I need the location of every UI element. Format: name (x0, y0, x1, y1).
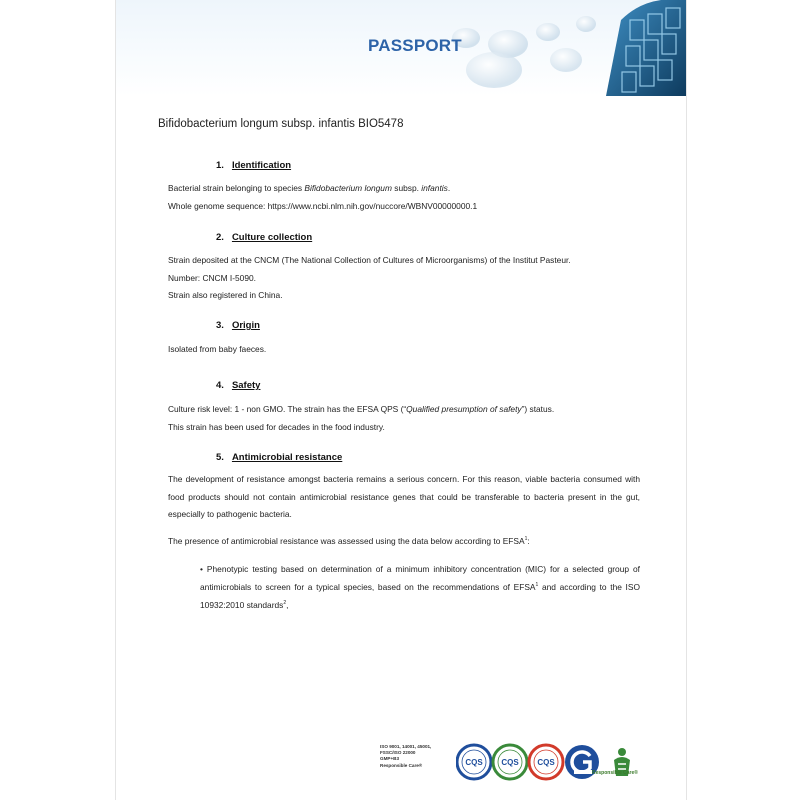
section-number: 3. (216, 320, 224, 331)
cqs-logo-text: CQS (501, 758, 519, 767)
section-heading-culture-collection (216, 232, 312, 243)
section-number: 4. (216, 380, 224, 391)
lab-glassware-image (446, 0, 686, 96)
section-number: 1. (216, 160, 224, 171)
origin-text (168, 341, 640, 359)
iso-standard-text: and according to the ISO 10932:2010 standards (200, 582, 640, 610)
identification-text (168, 180, 640, 215)
cert-line: GMP+B3 (380, 756, 400, 762)
section-title: Antimicrobial resistance (231, 452, 343, 463)
cert-line: FSSC/ISO 22000 (380, 750, 416, 756)
colon: : (527, 536, 530, 546)
identification-line1-text: Bacterial strain belonging to species (168, 183, 305, 193)
species-name: Bifidobacterium longum (304, 183, 392, 193)
section-heading-origin (216, 320, 260, 331)
cqs-logo-text: CQS (465, 758, 483, 767)
footnote-ref: 2 (283, 600, 287, 607)
mic-testing-bullet (200, 560, 640, 614)
section-title: Origin (231, 320, 260, 331)
section-number: 2. (216, 232, 224, 243)
food-industry-line: This strain has been used for decades in the food industry. (168, 421, 385, 432)
section-title: Identification (231, 160, 292, 171)
document-page (116, 0, 686, 800)
cert-line: Responsible Care® (380, 762, 423, 768)
document-title: Bifidobacterium longum subsp. infantis BIO5478 (158, 118, 404, 130)
subspecies-name: infantis (421, 183, 448, 193)
risk-level-text: Culture risk level: 1 - non GMO. The strain has the EFSA QPS (“ (168, 404, 407, 414)
section-number: 5. (216, 452, 224, 463)
section-title: Culture collection (231, 232, 313, 243)
china-registration-line: Strain also registered in China. (168, 290, 283, 300)
certification-logos (456, 740, 656, 784)
section-heading-antimicrobial-resistance (216, 452, 342, 463)
safety-text (168, 401, 640, 436)
footnote-ref: 1 (535, 582, 539, 589)
cqs-logo-text: CQS (537, 758, 555, 767)
cqs-seal-blue (457, 745, 491, 779)
efsa-assessment-text: The presence of antimicrobial resistance was assessed using the data below according to EFSA (168, 536, 525, 546)
deposit-line: Strain deposited at the CNCM (The National Collection of Cultures of Microorganisms) of the Institut Pasteur. (168, 255, 571, 265)
mic-bullet-text: • Phenotypic testing based on determination of a minimum inhibitory concentration (MIC) for a selected group of antimicrobials to screen for a typical species, based on the recommendations of EFSA (200, 564, 640, 592)
responsible-care-label: Responsible Care® (592, 770, 638, 776)
banner-title: PASSPORT (368, 36, 462, 55)
genome-sequence-line: Whole genome sequence: https://www.ncbi.nlm.nih.gov/nuccore/WBNV00000000.1 (168, 200, 478, 211)
efsa-assessment-line (168, 533, 640, 551)
cqs-seal-green (493, 745, 527, 779)
origin-line: Isolated from baby faeces. (168, 344, 267, 354)
status-text: ”) status. (521, 404, 555, 414)
header-banner (116, 0, 686, 96)
certification-list (380, 744, 431, 769)
subsp-text: subsp. (391, 183, 422, 193)
resistance-paragraph: The development of resistance amongst bacteria remains a serious concern. For this reason, viable bacteria consumed with food products should not contain antimicrobial resistance genes that could be transferable to bacteria present in the gut, especially to pathogenic bacteria. (168, 474, 640, 519)
footnote-ref: 1 (524, 536, 528, 543)
cncm-number-line: Number: CNCM I-5090. (168, 272, 256, 283)
comma: , (286, 600, 289, 610)
period: . (447, 183, 451, 193)
section-title: Safety (231, 380, 261, 391)
qps-italic-text: Qualified presumption of safety (406, 404, 522, 414)
culture-collection-text (168, 252, 640, 305)
section-heading-safety (216, 380, 260, 391)
cert-line: ISO 9001, 14001, 45001, (380, 744, 432, 749)
cqs-seal-red (529, 745, 563, 779)
section-heading-identification (216, 160, 291, 171)
